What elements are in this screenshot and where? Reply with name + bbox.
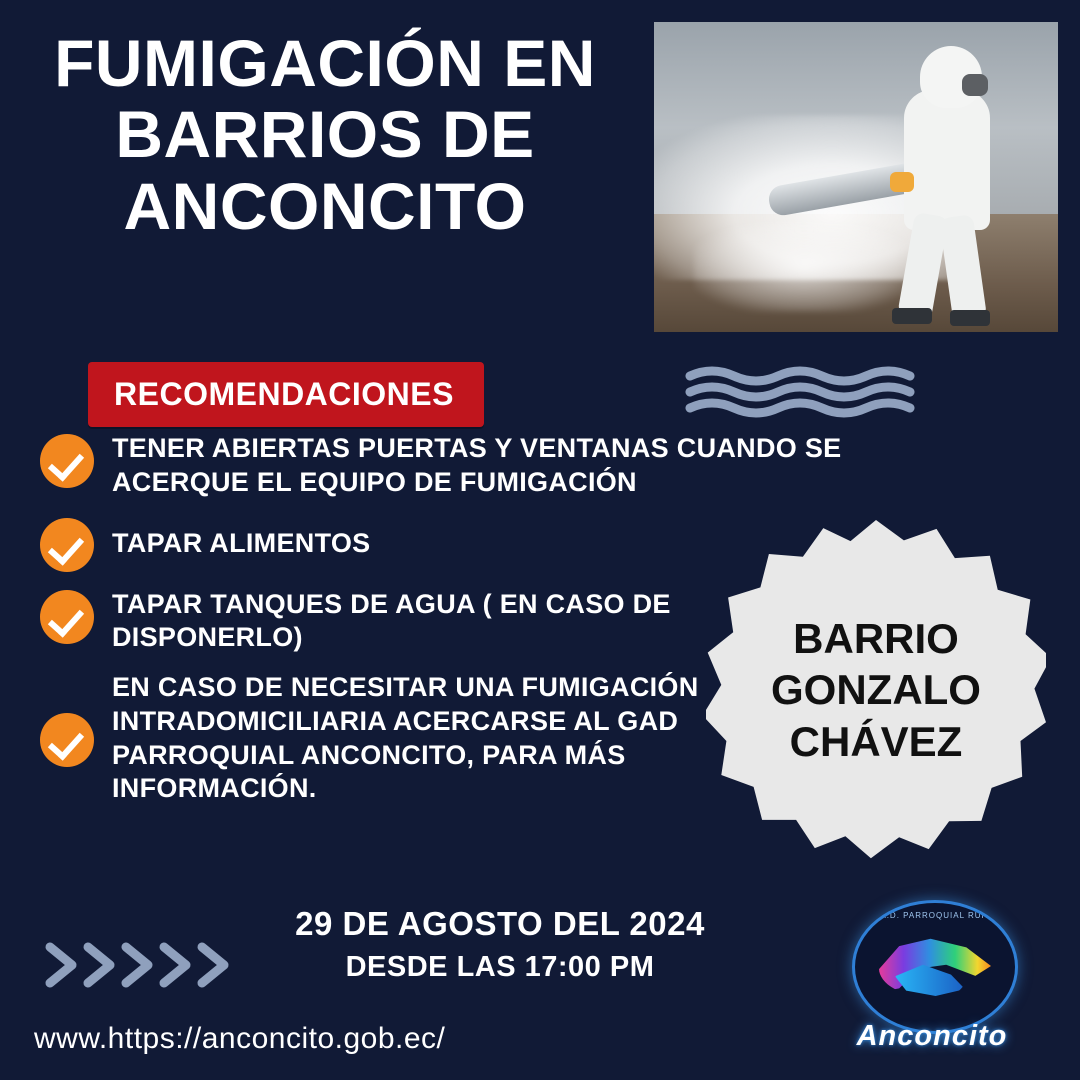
chevron-right-icon [42, 935, 252, 995]
worker-figure [884, 36, 1022, 322]
worker-suit [904, 90, 990, 230]
check-icon [40, 713, 94, 767]
logo-ring-icon [852, 900, 1018, 1034]
event-date: 29 DE AGOSTO DEL 2024 [295, 905, 705, 942]
title-line-3: ANCONCITO [123, 168, 527, 243]
logo-wordmark: Anconcito [856, 1020, 1008, 1052]
anconcito-logo [834, 900, 1030, 1065]
event-date-block [250, 905, 750, 984]
list-item [40, 432, 950, 500]
worker-boot-left [892, 308, 932, 324]
logo-top-text: G.A.D. PARROQUIAL RURAL [869, 911, 1001, 920]
respirator-mask-icon [962, 74, 988, 96]
recommendation-text: TAPAR ALIMENTOS [112, 527, 371, 558]
badge-line-3: CHÁVEZ [789, 717, 963, 765]
worker-leg-right [939, 214, 987, 322]
barrio-badge [706, 520, 1046, 860]
badge-line-2: GONZALO [771, 666, 981, 714]
wave-decoration-icon [684, 366, 954, 418]
recommendation-text: TENER ABIERTAS PUERTAS Y VENTANAS CUANDO SE ACERQUE EL EQUIPO DE FUMIGACIÓN [112, 433, 842, 497]
recommendation-text: EN CASO DE NECESITAR UNA FUMIGACIÓN INTRADOMICILIARIA ACERCARSE AL GAD PARROQUIAL ANCONCITO, PARA MÁS INFORMACIÓN. [112, 672, 699, 804]
badge-line-1: BARRIO [793, 615, 959, 663]
event-time: DESDE LAS 17:00 PM [345, 951, 655, 983]
fumigation-photo [654, 22, 1058, 332]
worker-glove [890, 172, 914, 192]
recommendations-banner: RECOMENDACIONES [88, 362, 484, 427]
title-line-2: BARRIOS DE [115, 97, 535, 172]
recommendation-text: TAPAR TANQUES DE AGUA ( EN CASO DE DISPONERLO) [112, 588, 671, 653]
photo-smoke-cloud-secondary [694, 222, 914, 312]
check-icon [40, 590, 94, 644]
barrio-badge-text [706, 520, 1046, 860]
website-url[interactable]: www.https://anconcito.gob.ec/ [34, 1022, 446, 1055]
check-icon [40, 518, 94, 572]
worker-boot-right [950, 310, 990, 326]
title-line-1: FUMIGACIÓN EN [54, 26, 596, 100]
check-icon [40, 434, 94, 488]
page-title [0, 28, 650, 242]
